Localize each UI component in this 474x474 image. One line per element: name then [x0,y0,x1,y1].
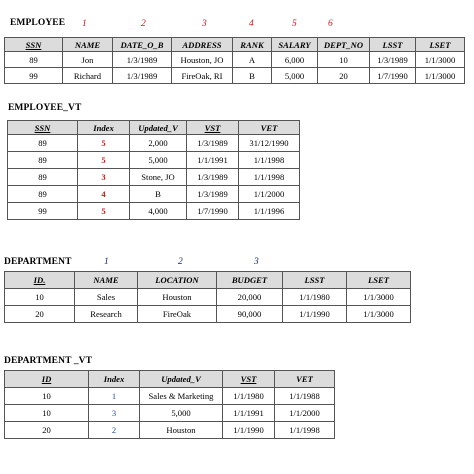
employee-header-name: NAME [63,38,113,52]
employee-cell: 6,000 [272,52,318,68]
employee-cell: 1/3/1989 [370,52,416,68]
employee-vt-cell: 1/1/1998 [239,152,300,169]
employee-vt-header-index: Index [78,121,130,135]
employee-cell: 20 [318,68,370,84]
department-vt-cell: 1/1/1980 [223,388,275,405]
employee-vt-index-cell: 5 [78,135,130,152]
employee-header-salary: SALARY [272,38,318,52]
employee-cell: 1/3/1989 [113,68,172,84]
department-index-3: 3 [254,257,259,267]
department-vt-cell: 1/1/2000 [275,405,335,422]
employee-cell: A [233,52,272,68]
table-row [8,135,300,152]
department-vt-cell: Houston [140,422,223,439]
employee-cell: 1/1/3000 [416,52,465,68]
employee-cell: B [233,68,272,84]
employee-vt-cell: 4,000 [130,203,187,220]
department-vt-cell: Sales & Marketing [140,388,223,405]
table-row [8,152,300,169]
employee-vt-index-cell: 5 [78,152,130,169]
employee-vt-index-cell: 3 [78,169,130,186]
department-cell: 1/1/1980 [283,289,347,306]
department-cell: 1/1/3000 [347,289,411,306]
employee-table [4,37,465,84]
department-cell: Research [75,306,138,323]
department-vt-index-cell: 1 [89,388,140,405]
table-row [5,52,465,68]
department-cell: 20,000 [217,289,283,306]
employee-vt-cell: 1/3/1989 [187,169,239,186]
employee-index-5: 5 [292,19,297,29]
department-vt-index-cell: 3 [89,405,140,422]
employee-vt-cell: 99 [8,203,78,220]
employee-vt-cell: 89 [8,169,78,186]
employee-vt-cell: B [130,186,187,203]
employee-cell: 1/7/1990 [370,68,416,84]
department-vt-cell: 5,000 [140,405,223,422]
table-row [5,422,335,439]
department-cell: Houston [138,289,217,306]
table-row [5,289,411,306]
employee-vt-cell: 1/1/1996 [239,203,300,220]
employee-cell: 1/3/1989 [113,52,172,68]
department-cell: 1/1/3000 [347,306,411,323]
employee-vt-index-cell: 4 [78,186,130,203]
department-index-1: 1 [104,257,109,267]
department-vt-cell: 1/1/1998 [275,422,335,439]
table-row [8,169,300,186]
employee-vt-cell: Stone, JO [130,169,187,186]
department-vt-cell: 10 [5,405,89,422]
employee-caption: EMPLOYEE [10,18,66,28]
employee-vt-header-updated-v: Updated_V [130,121,187,135]
employee-vt-cell: 1/1/1991 [187,152,239,169]
table-row [8,186,300,203]
employee-vt-cell: 31/12/1990 [239,135,300,152]
employee-header-date-o-b: DATE_O_B [113,38,172,52]
employee-header-lsst: LSST [370,38,416,52]
employee-vt-cell: 89 [8,152,78,169]
department-vt-header-id: ID [5,371,89,388]
employee-header-rank: RANK [233,38,272,52]
employee-vt-table [7,120,300,220]
department-header-location: LOCATION [138,272,217,289]
employee-cell: Richard [63,68,113,84]
department-cell: 1/1/1990 [283,306,347,323]
department-vt-header-index: Index [89,371,140,388]
table-row [5,388,335,405]
table-row [5,68,465,84]
employee-index-4: 4 [249,19,254,29]
department-index-2: 2 [178,257,183,267]
department-header-id: ID. [5,272,75,289]
department-cell: 10 [5,289,75,306]
employee-vt-cell: 1/1/2000 [239,186,300,203]
employee-vt-cell: 89 [8,135,78,152]
department-cell: 90,000 [217,306,283,323]
employee-index-1: 1 [82,19,87,29]
department-vt-cell: 1/1/1990 [223,422,275,439]
department-vt-cell: 10 [5,388,89,405]
employee-cell: 89 [5,52,63,68]
department-vt-cell: 1/1/1988 [275,388,335,405]
employee-header-dept-no: DEPT_NO [318,38,370,52]
employee-cell: 10 [318,52,370,68]
employee-vt-cell: 1/3/1989 [187,135,239,152]
department-vt-header-vet: VET [275,371,335,388]
department-header-lset: LSET [347,272,411,289]
employee-cell: 5,000 [272,68,318,84]
employee-vt-header-ssn: SSN [8,121,78,135]
department-vt-header-updated-v: Updated_V [140,371,223,388]
employee-vt-cell: 1/1/1998 [239,169,300,186]
employee-cell: Jon [63,52,113,68]
employee-index-3: 3 [202,19,207,29]
employee-vt-cell: 89 [8,186,78,203]
table-row [8,203,300,220]
employee-vt-header-vst: VST [187,121,239,135]
employee-cell: 1/1/3000 [416,68,465,84]
employee-header-lset: LSET [416,38,465,52]
employee-cell: Houston, JO [172,52,233,68]
employee-index-2: 2 [141,19,146,29]
department-table [4,271,411,323]
employee-vt-cell: 1/3/1989 [187,186,239,203]
department-cell: FireOak [138,306,217,323]
department-vt-table [4,370,335,439]
table-row [5,405,335,422]
department-header-budget: BUDGET [217,272,283,289]
department-cell: 20 [5,306,75,323]
employee-vt-cell: 2,000 [130,135,187,152]
employee-header-address: ADDRESS [172,38,233,52]
department-vt-header-vst: VST [223,371,275,388]
employee-vt-header-vet: VET [239,121,300,135]
department-vt-index-cell: 2 [89,422,140,439]
employee-cell: FireOak, RI [172,68,233,84]
department-header-name: NAME [75,272,138,289]
employee-vt-cell: 5,000 [130,152,187,169]
department-cell: Sales [75,289,138,306]
employee-index-6: 6 [328,19,333,29]
table-row [5,306,411,323]
employee-cell: 99 [5,68,63,84]
employee-header-ssn: SSN [5,38,63,52]
department-header-lsst: LSST [283,272,347,289]
department-vt-cell: 20 [5,422,89,439]
department-vt-cell: 1/1/1991 [223,405,275,422]
employee-vt-index-cell: 5 [78,203,130,220]
employee-vt-caption: EMPLOYEE_VT [8,103,82,113]
employee-vt-cell: 1/7/1990 [187,203,239,220]
department-vt-caption: DEPARTMENT _VT [4,356,93,366]
department-caption: DEPARTMENT [4,257,72,267]
